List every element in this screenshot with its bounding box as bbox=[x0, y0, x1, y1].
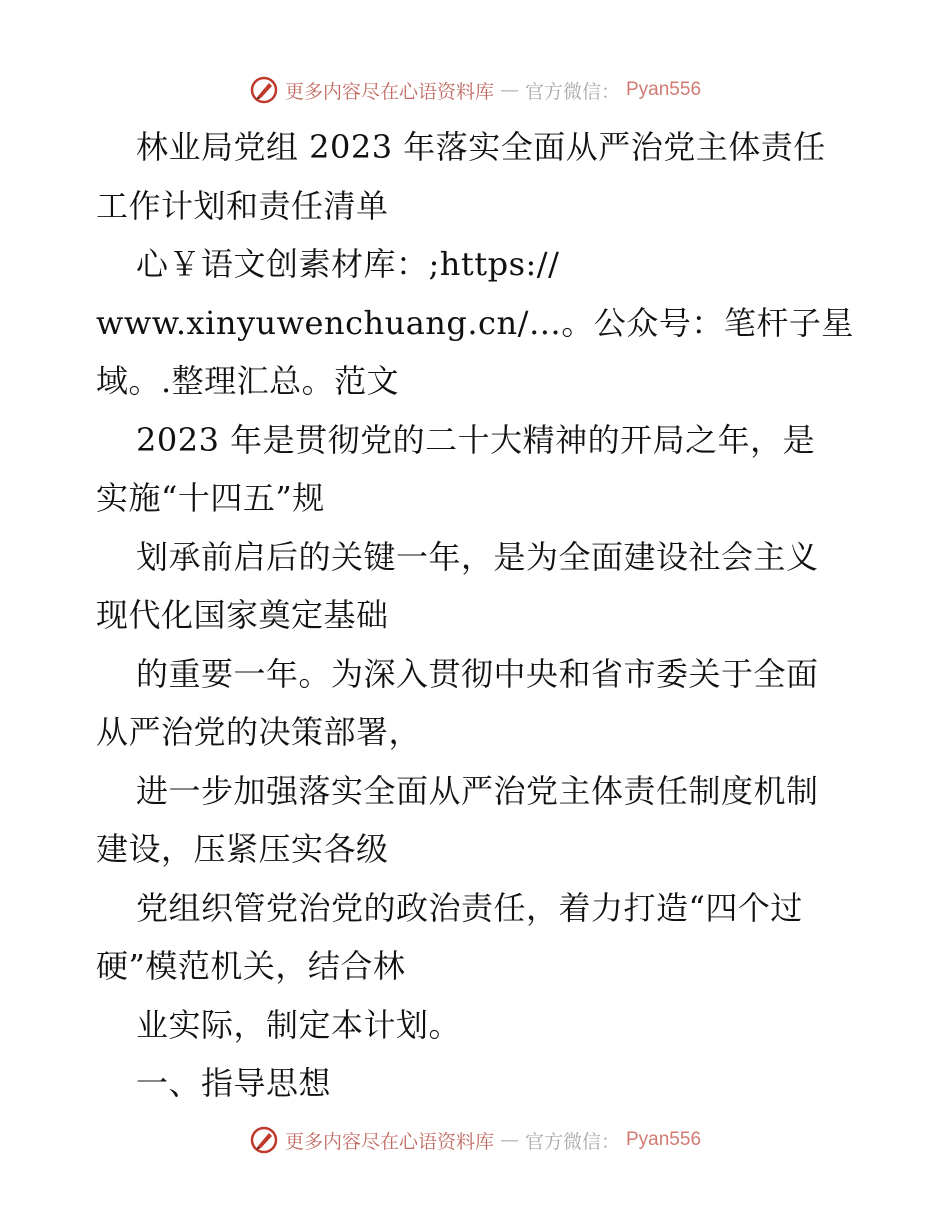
paragraph-line: 进一步加强落实全面从严治党主体责任制度机制 bbox=[136, 771, 819, 810]
paragraph-line: 建设，压紧压实各级 bbox=[96, 830, 389, 868]
footer-banner[interactable] bbox=[0, 1120, 950, 1160]
banner-official-label: 官方微信： bbox=[524, 1130, 620, 1153]
banner-wechat-id: Pyan556 bbox=[626, 1129, 702, 1150]
paragraph-line: 党组织管党治党的政治责任，着力打造“四个过 bbox=[136, 888, 803, 927]
paragraph-line: 硬”模范机关，结合林 bbox=[96, 947, 406, 985]
paragraph-line: 2023 年是贯彻党的二十大精神的开局之年，是 bbox=[136, 420, 816, 459]
pen-logo-icon bbox=[249, 1125, 279, 1155]
banner-dash: — bbox=[499, 1129, 519, 1151]
paragraph-line: 的重要一年。为深入贯彻中央和省市委关于全面 bbox=[136, 654, 819, 693]
banner-brand-text: 更多内容尽在心语资料库 bbox=[284, 80, 494, 103]
banner-dash: — bbox=[499, 79, 519, 101]
banner-brand-text: 更多内容尽在心语资料库 bbox=[284, 1130, 494, 1153]
source-line-2: www.xinyuwenchuang.cn/…。公众号：笔杆子星 bbox=[96, 303, 854, 342]
paragraph-line: 实施“十四五”规 bbox=[96, 479, 325, 517]
source-line-1: 心￥语文创素材库：;https:// bbox=[136, 245, 560, 283]
header-banner[interactable] bbox=[0, 70, 950, 110]
document-body bbox=[96, 118, 856, 1113]
paragraph-line: 业实际，制定本计划。 bbox=[136, 1005, 462, 1044]
banner-official-label: 官方微信： bbox=[524, 80, 620, 103]
title-line-1: 林业局党组 2023 年落实全面从严治党主体责任 bbox=[136, 128, 826, 166]
pen-logo-icon bbox=[249, 75, 279, 105]
section-heading: 一、指导思想 bbox=[136, 1064, 332, 1102]
source-line-3: 域。.整理汇总。范文 bbox=[96, 362, 400, 400]
banner-wechat-id: Pyan556 bbox=[626, 79, 702, 100]
paragraph-line: 划承前启后的关键一年，是为全面建设社会主义 bbox=[136, 537, 819, 576]
paragraph-line: 从严治党的决策部署， bbox=[96, 713, 422, 751]
title-line-2: 工作计划和责任清单 bbox=[96, 186, 389, 225]
paragraph-line: 现代化国家奠定基础 bbox=[96, 596, 389, 634]
